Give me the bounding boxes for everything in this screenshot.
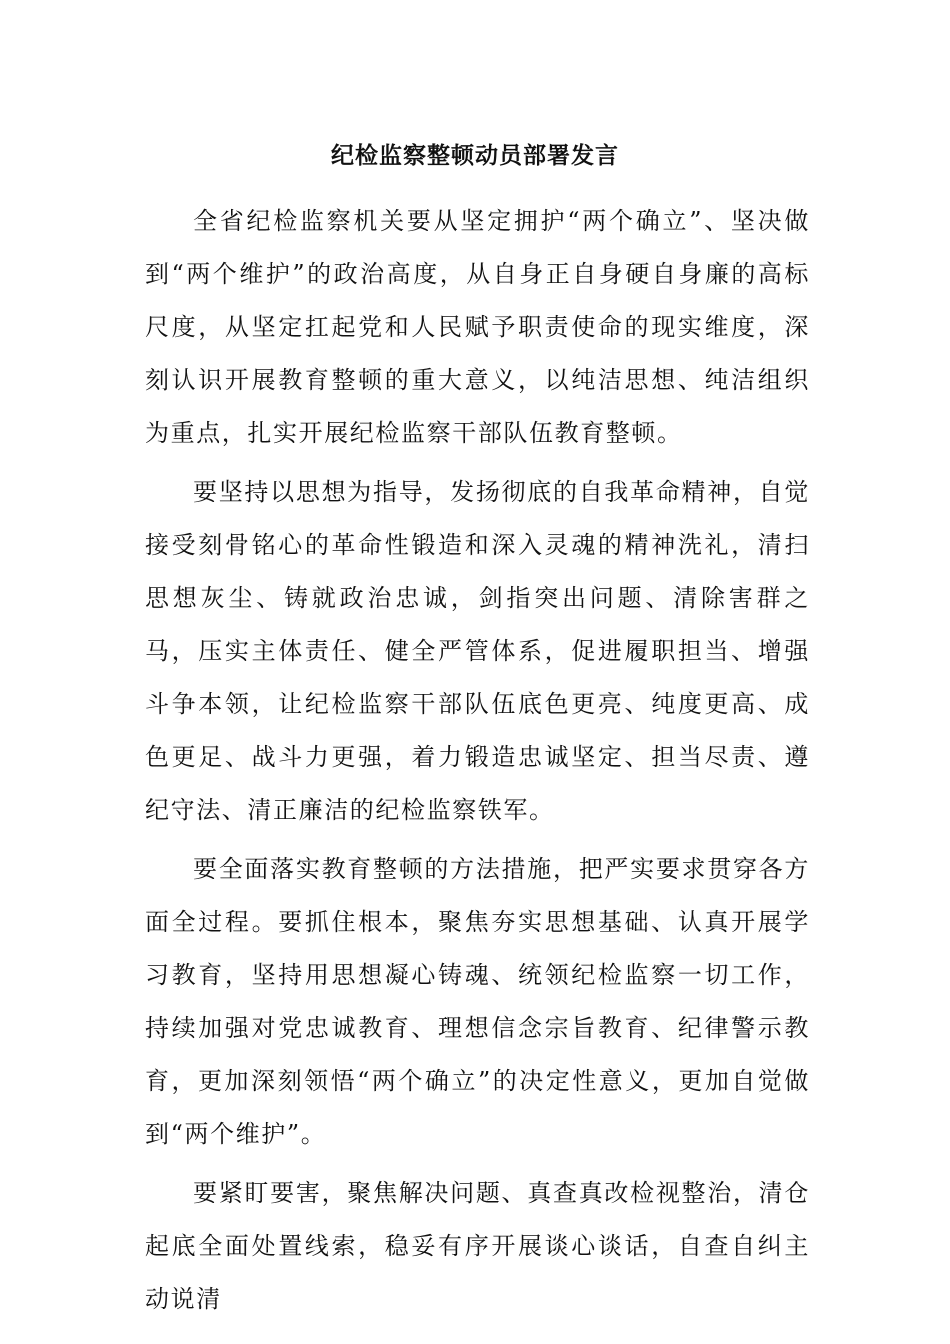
paragraph-1: 全省纪检监察机关要从坚定拥护“两个确立”、坚决做到“两个维护”的政治高度，从自身正自身硬自身廉的高标尺度，从坚定扛起党和人民赋予职责使命的现实维度，深刻认识开展教育整顿的重大意义，以纯洁思想、纯洁组织为重点，扎实开展纪检监察干部队伍教育整顿。 — [145, 207, 810, 447]
document-title: 纪检监察整顿动员部署发言 — [331, 143, 619, 169]
paragraph-2: 要坚持以思想为指导，发扬彻底的自我革命精神，自觉接受刻骨铭心的革命性锻造和深入灵魂的精神洗礼，清扫思想灰尘、铸就政治忠诚，剑指突出问题、清除害群之马，压实主体责任、健全严管体系，促进履职担当、增强斗争本领，让纪检监察干部队伍底色更亮、纯度更高、成色更足、战斗力更强，着力锻造忠诚坚定、担当尽责、遵纪守法、清正廉洁的纪检监察铁军。 — [145, 478, 810, 824]
paragraph-3: 要全面落实教育整顿的方法措施，把严实要求贯穿各方面全过程。要抓住根本，聚焦夯实思想基础、认真开展学习教育，坚持用思想凝心铸魂、统领纪检监察一切工作，持续加强对党忠诚教育、理想信念宗旨教育、纪律警示教育，更加深刻领悟“两个确立”的决定性意义，更加自觉做到“两个维护”。 — [145, 855, 810, 1148]
document-body — [145, 195, 810, 1332]
paragraph-4: 要紧盯要害，聚焦解决问题、真查真改检视整治，清仓起底全面处置线索，稳妥有序开展谈心谈话，自查自纠主动说清 — [145, 1179, 810, 1313]
